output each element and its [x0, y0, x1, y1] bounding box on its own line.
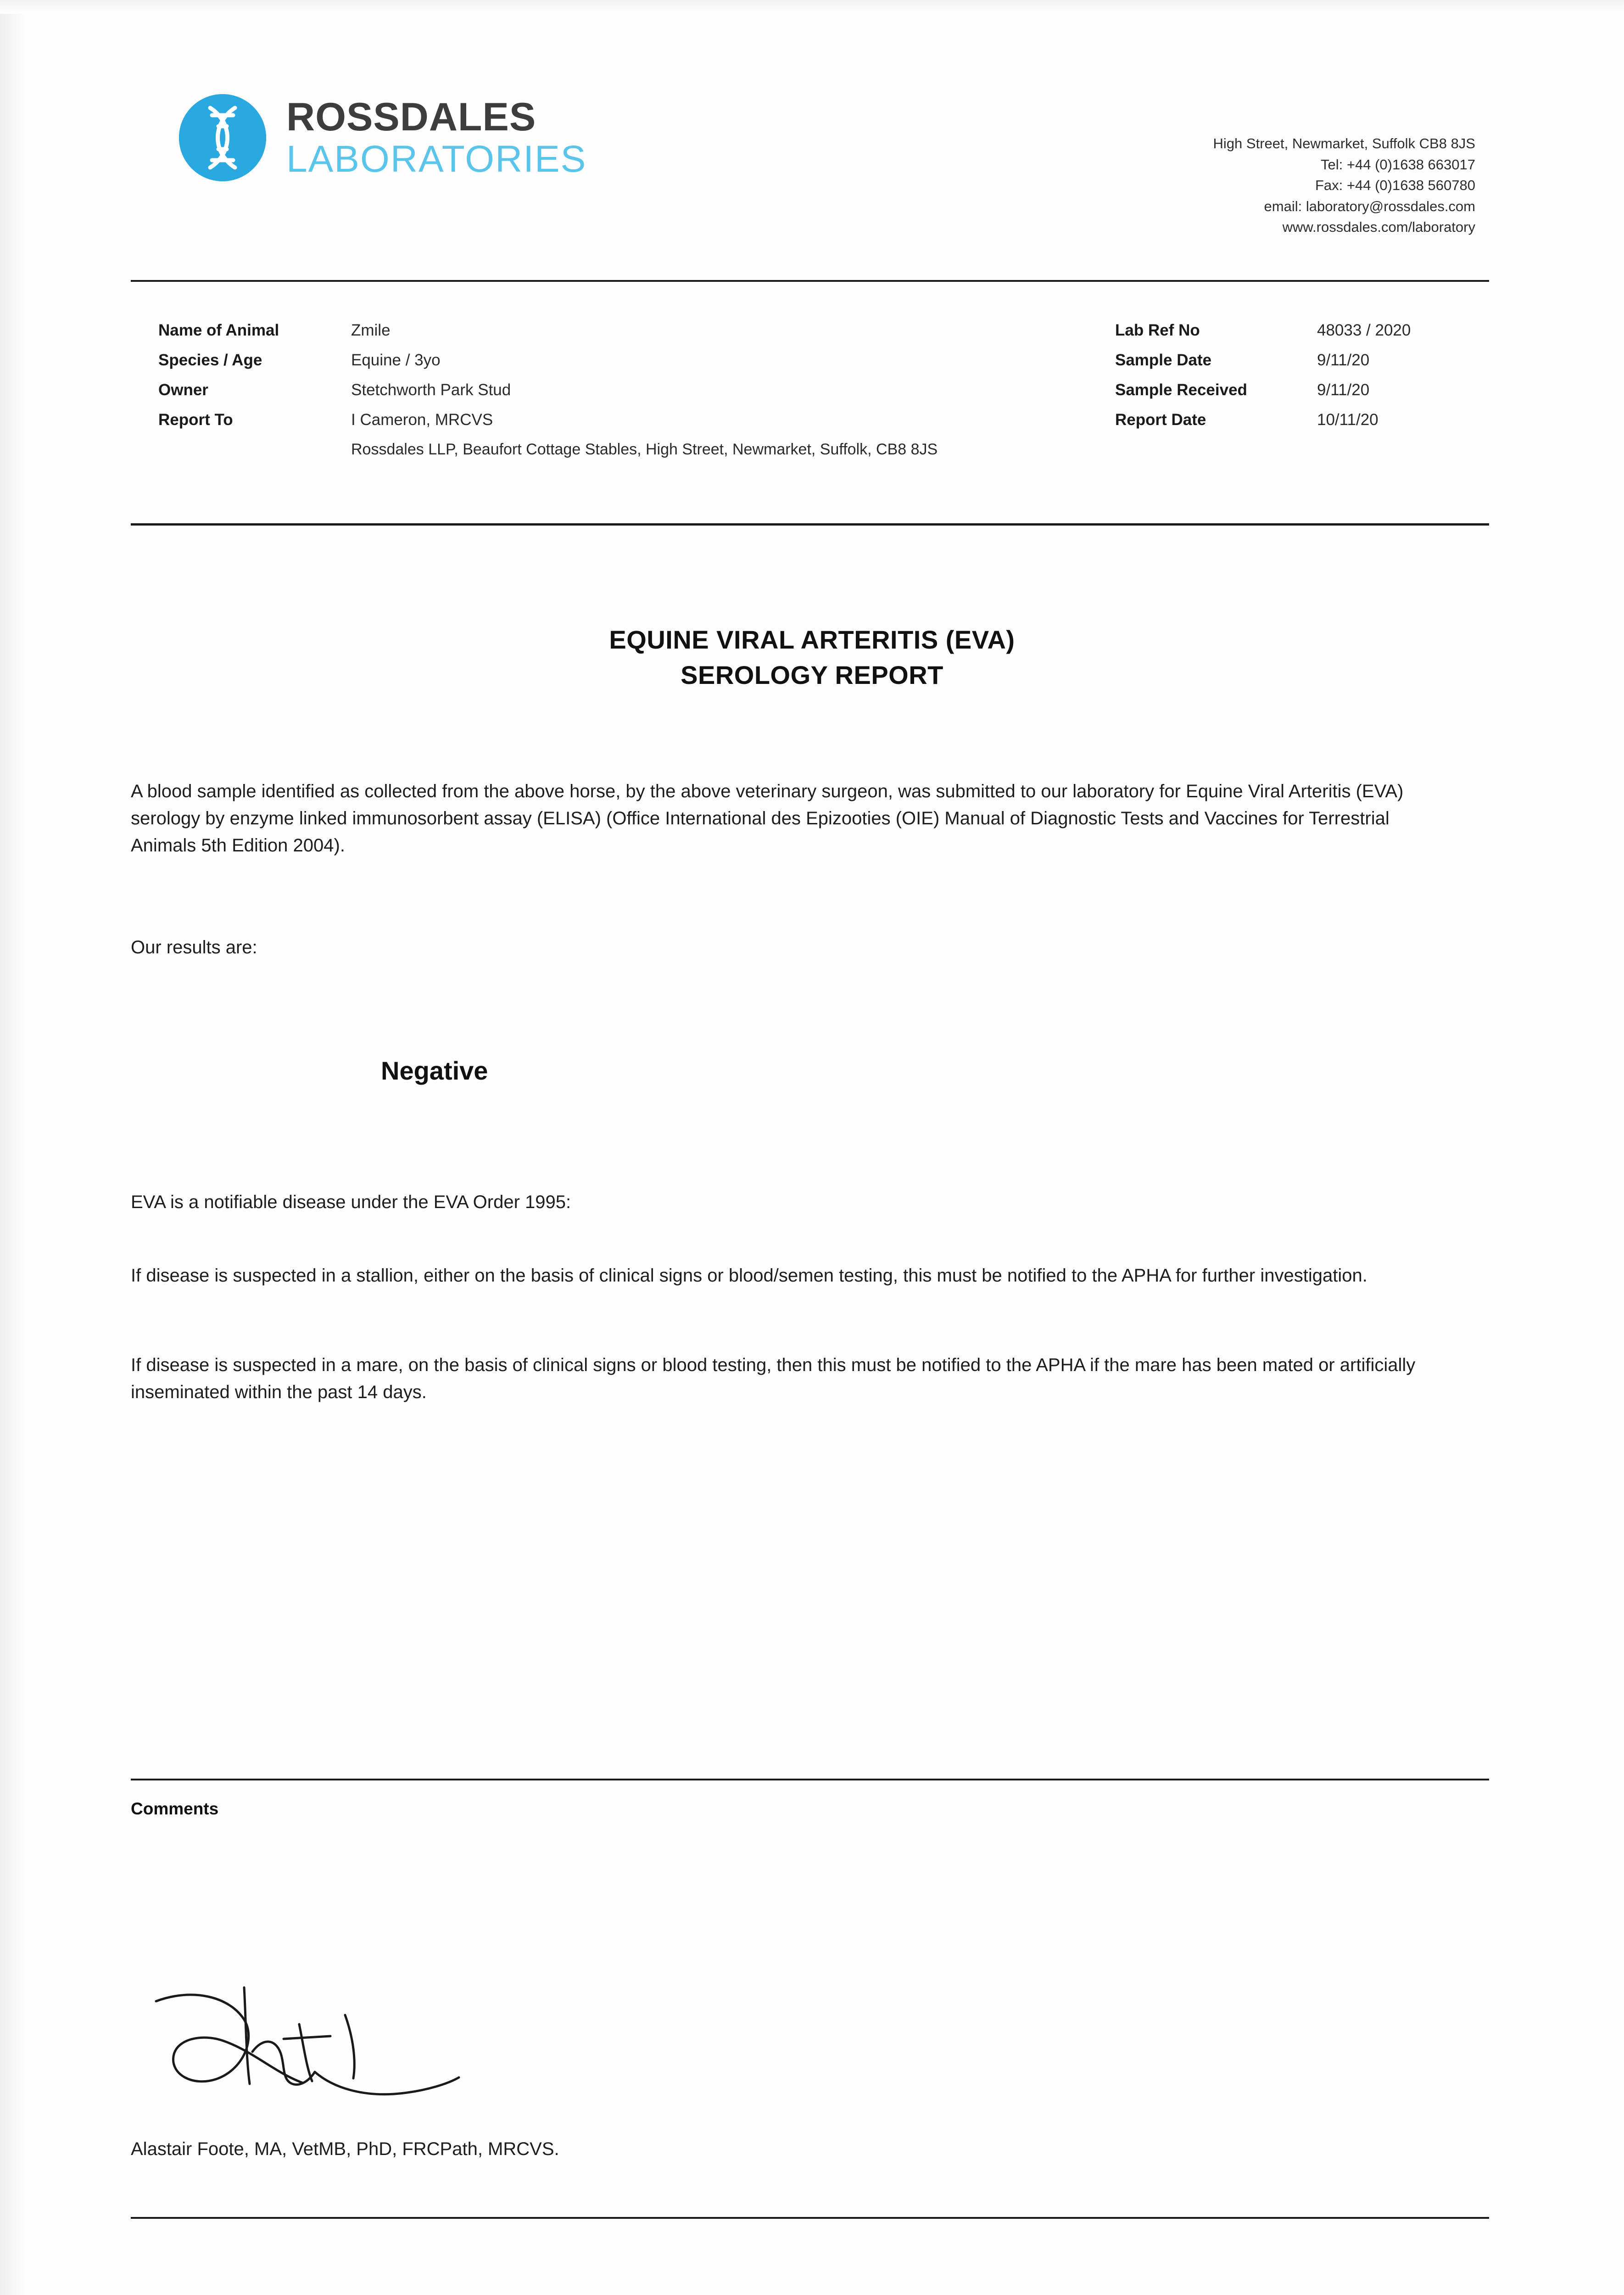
divider-footer — [131, 2217, 1489, 2219]
detail-value: 9/11/20 — [1317, 381, 1370, 399]
comments-label: Comments — [131, 1799, 219, 1818]
detail-row-report-to — [158, 411, 984, 429]
signatory-name: Alastair Foote, MA, VetMB, PhD, FRCPath, MRCVS. — [131, 2139, 559, 2159]
detail-row-sample-date — [1115, 351, 1496, 369]
divider-details — [131, 523, 1489, 526]
dna-helix-icon — [179, 94, 266, 181]
detail-label: Report To — [158, 411, 233, 429]
detail-value: 48033 / 2020 — [1317, 321, 1411, 339]
detail-label: Sample Date — [1115, 351, 1212, 369]
stallion-guidance: If disease is suspected in a stallion, either on the basis of clinical signs or blood/semen testing, this must be notified to the APHA for further investigation. — [131, 1265, 1367, 1286]
brand-logo — [179, 94, 586, 181]
page-title-line1: EQUINE VIRAL ARTERITIS (EVA) — [609, 625, 1015, 654]
detail-label: Lab Ref No — [1115, 321, 1200, 339]
handwritten-signature-icon — [138, 1969, 514, 2125]
detail-row-species-age — [158, 351, 984, 369]
detail-label: Sample Received — [1115, 381, 1247, 399]
notifiable-statement: EVA is a notifiable disease under the EVA Order 1995: — [131, 1192, 571, 1212]
intro-paragraph: A blood sample identified as collected from the above horse, by the above veterinary surgeon, was submitted to our laboratory for Equine Viral Arteritis (EVA) serology by enzyme linked immunosorbent assay (ELISA) (Office International des Epizooties (OIE) Manual of Diagnostic Tests and Vaccines for Terrestrial Animals 5th Edition 2004). — [131, 781, 1404, 856]
detail-row-owner — [158, 381, 984, 399]
detail-row-lab-ref — [1115, 321, 1496, 340]
divider-header — [131, 280, 1489, 282]
detail-label: Owner — [158, 381, 208, 399]
mare-guidance: If disease is suspected in a mare, on the basis of clinical signs or blood testing, then this must be notified to the APHA if the mare has been mated or artificially inseminated within the past 14 days. — [131, 1355, 1416, 1402]
contact-block — [1213, 133, 1475, 238]
contact-address: High Street, Newmarket, Suffolk CB8 8JS — [1213, 135, 1475, 151]
page-title-line2: SEROLOGY REPORT — [681, 661, 943, 690]
detail-value: 10/11/20 — [1317, 411, 1378, 429]
detail-value: I Cameron, MRCVS — [351, 411, 493, 429]
contact-email: email: laboratory@rossdales.com — [1264, 198, 1475, 214]
detail-row-name — [158, 321, 984, 340]
contact-website: www.rossdales.com/laboratory — [1282, 219, 1475, 235]
detail-value: Stetchworth Park Stud — [351, 381, 511, 399]
detail-value: 9/11/20 — [1317, 351, 1370, 369]
page-title — [0, 622, 1624, 693]
result-value: Negative — [381, 1056, 488, 1085]
detail-label: Report Date — [1115, 411, 1206, 429]
detail-label: Name of Animal — [158, 321, 279, 339]
divider-comments — [131, 1779, 1489, 1780]
detail-row-sample-received — [1115, 381, 1496, 399]
contact-fax: Fax: +44 (0)1638 560780 — [1315, 177, 1475, 194]
detail-value: Equine / 3yo — [351, 351, 441, 369]
detail-label: Species / Age — [158, 351, 262, 369]
letterhead — [128, 90, 1489, 235]
brand-name-secondary: LABORATORIES — [286, 138, 587, 180]
detail-row-report-date — [1115, 411, 1496, 429]
results-lead: Our results are: — [131, 937, 257, 957]
animal-details — [158, 321, 984, 459]
report-to-address: Rossdales LLP, Beaufort Cottage Stables, High Street, Newmarket, Suffolk, CB8 8JS — [351, 441, 938, 458]
detail-value: Zmile — [351, 321, 391, 339]
contact-tel: Tel: +44 (0)1638 663017 — [1321, 156, 1475, 173]
brand-name-primary: ROSSDALES — [286, 95, 536, 139]
sample-details — [1115, 321, 1496, 441]
